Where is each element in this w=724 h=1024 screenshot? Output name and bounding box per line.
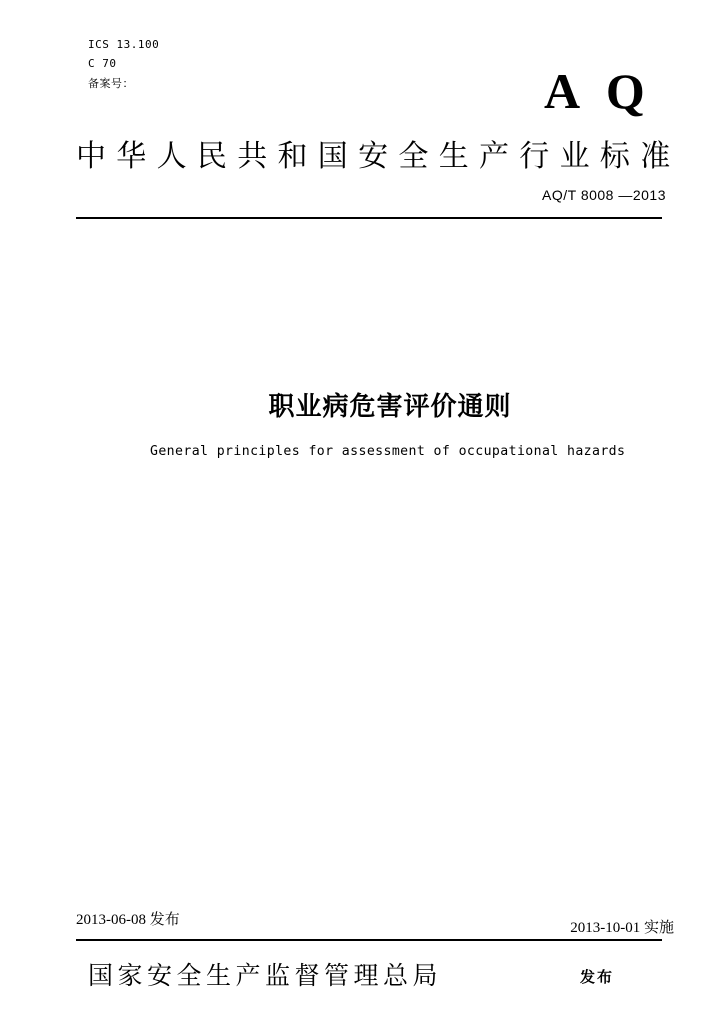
implementation-date: 2013-10-01 实施 [570,920,674,936]
record-number-label: 备案号： [88,77,134,90]
issue-date: 2013-06-08 发布 [76,912,180,928]
header-divider [76,217,662,219]
document-title-english: General principles for assessment of occupational hazards [150,444,626,459]
publisher-name: 国家安全生产监督管理总局 [88,961,443,990]
classification-code: C 70 [88,57,117,70]
publish-label: 发布 [580,968,615,986]
aq-logo: A Q [544,63,653,119]
document-title-chinese: 职业病危害评价通则 [268,392,512,422]
standard-category-title: 中华人民共和国安全生产行业标准 [76,139,681,174]
standard-number: AQ/T 8008 —2013 [542,187,666,203]
ics-code: ICS 13.100 [88,38,160,51]
footer-divider [76,939,662,941]
